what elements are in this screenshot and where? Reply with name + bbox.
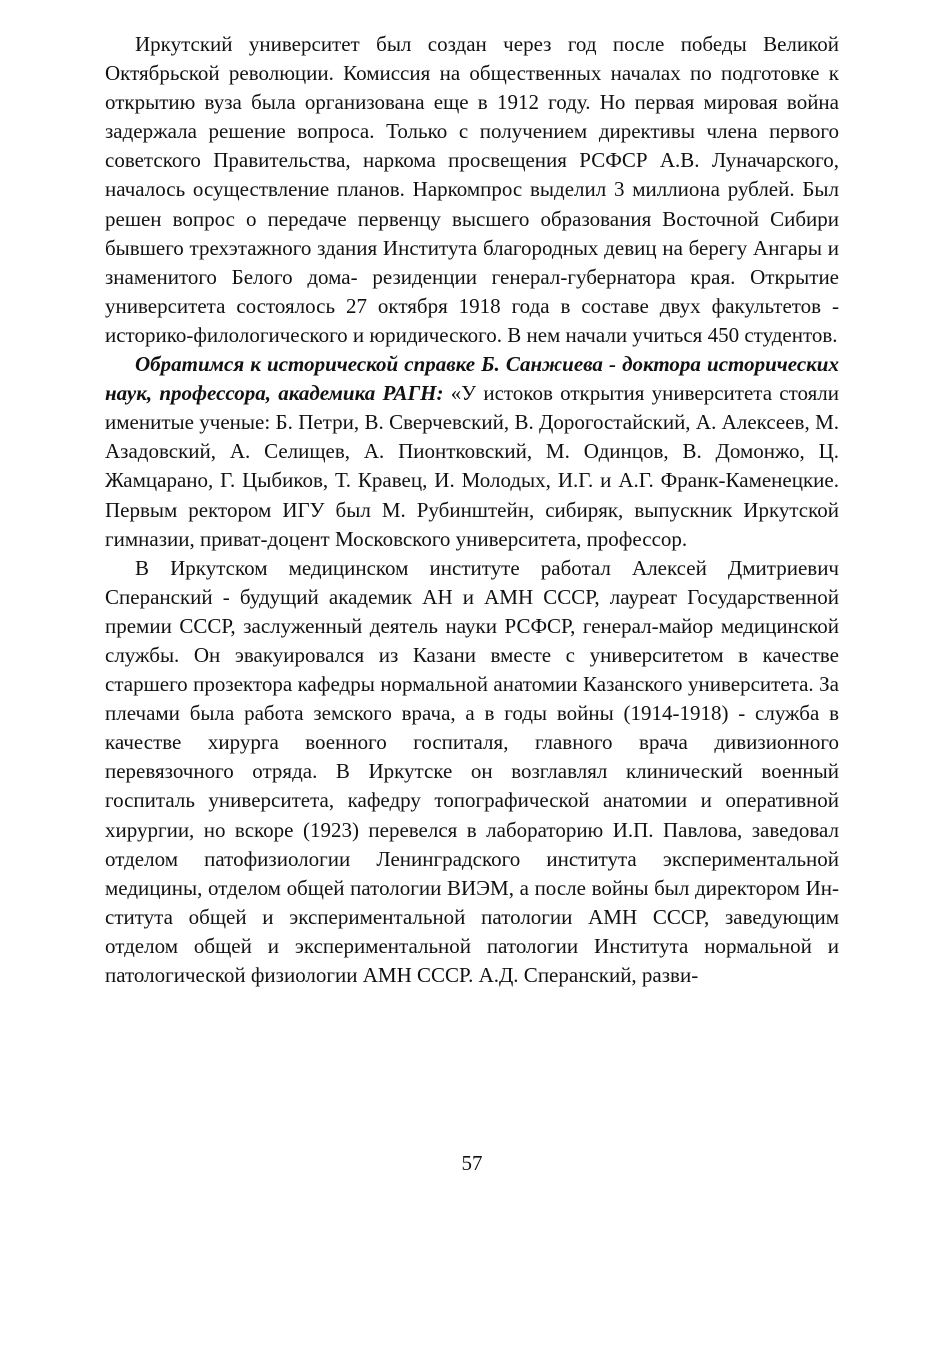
page-body (105, 30, 839, 990)
paragraph-university-founding (105, 30, 839, 350)
paragraph-historical-reference (105, 350, 839, 554)
paragraph-text: Иркутский университет был создан через год после победы Великой Октябрьской революции. Комиссия на общественных началах по подготовке к открытию вуза была организована еще в 1912 году. Но первая мировая война задержала решение вопроса. Только с получением директивы члена первого советского Правительства, наркома просвещения РСФСР А.В. Луначарского, началось осуществление планов. Наркомпрос выделил 3 миллиона рублей. Был решен вопрос о передаче первенцу высшего образования Восточной Сибири бывшего трехэтажного здания Института благородных девиц на берегу Ангары и знаменитого Белого дома- резиденции генерал-губернатора края. Открытие университета состоялось 27 октября 1918 года в составе двух факультетов - историко-филологического и юридического. В нем начали учиться 450 студентов. (105, 32, 839, 347)
paragraph-speransky (105, 554, 839, 990)
page-number: 57 (461, 1151, 483, 1175)
paragraph-text: «У истоков открытия университета стояли именитые ученые: Б. Петри, В. Сверчевский, В. Дорогостайский, А. Алексеев, М. Азадовский, А. Селищев, А. Пионтковский, М. Одинцов, В. Домонжо, Ц. Жамцарано, Г. Цыбиков, Т. Кравец, И. Молодых, И.Г. и А.Г. Франк-Каменецкие. Первым ректором ИГУ был М. Рубинштейн, сибиряк, выпускник Иркутской гимназии, приват-доцент Московского университета, профессор. (105, 381, 839, 551)
paragraph-text: В Иркутском медицинском институте работал Алексей Дмитриевич Сперанский - будущий академик АН и АМН СССР, лауреат Государственной премии СССР, заслуженный деятель науки РСФСР, генерал-майор медицинской службы. Он эвакуировался из Казани вместе с университетом в качестве старшего прозектора кафедры нормальной анатомии Казанского университета. За плечами была работа земского врача, а в годы войны (1914-1918) - служба в качестве хирурга военного госпиталя, главного врача дивизионного перевязочного отряда. В Иркутске он возглавлял клинический военный госпиталь университета, кафедру топографической анатомии и оперативной хирургии, но вскоре (1923) перевелся в лабораторию И.П. Павлова, заведовал отделом патофизиологии Ленинградского института экспериментальной медицины, отделом общей патологии ВИЭМ, а после войны был директором Института общей и экспериментальной патологии АМН СССР, заведующим отделом общей и экспериментальной патологии Института нормальной и патологической физиологии АМН СССР. А.Д. Сперанский, разви- (105, 555, 839, 987)
paragraph-lead-emphasis: Обратимся к исторической справке Б. Санжиева - доктора исторических наук, профессора, академика РАГН: (105, 352, 839, 406)
